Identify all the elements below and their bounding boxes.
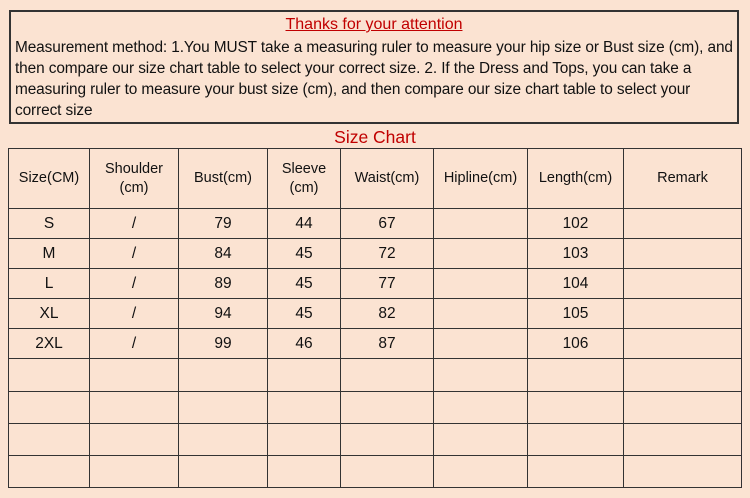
table-cell: 67 xyxy=(341,209,434,239)
table-row xyxy=(9,239,742,269)
header-length: Length(cm) xyxy=(528,149,624,209)
table-cell xyxy=(341,455,434,487)
table-cell xyxy=(434,423,528,455)
table-cell: 103 xyxy=(528,239,624,269)
table-cell: 72 xyxy=(341,239,434,269)
table-cell xyxy=(528,455,624,487)
table-cell xyxy=(624,239,742,269)
table-cell xyxy=(434,209,528,239)
table-cell xyxy=(434,329,528,359)
table-cell xyxy=(9,391,90,423)
table-cell xyxy=(268,423,341,455)
table-cell: / xyxy=(90,329,179,359)
size-chart-table xyxy=(8,148,742,488)
table-cell: 104 xyxy=(528,269,624,299)
table-cell: 105 xyxy=(528,299,624,329)
table-cell: / xyxy=(90,239,179,269)
table-row xyxy=(9,209,742,239)
table-cell xyxy=(624,359,742,391)
table-cell xyxy=(179,455,268,487)
table-cell: 77 xyxy=(341,269,434,299)
table-row xyxy=(9,423,742,455)
table-cell xyxy=(9,455,90,487)
table-cell: M xyxy=(9,239,90,269)
table-cell xyxy=(624,423,742,455)
header-bust: Bust(cm) xyxy=(179,149,268,209)
table-cell xyxy=(90,455,179,487)
table-header-row xyxy=(9,149,742,209)
table-cell xyxy=(624,209,742,239)
table-cell xyxy=(9,423,90,455)
table-cell: 99 xyxy=(179,329,268,359)
table-cell xyxy=(179,359,268,391)
table-cell xyxy=(624,455,742,487)
header-size: Size(CM) xyxy=(9,149,90,209)
table-cell xyxy=(434,239,528,269)
table-cell xyxy=(434,391,528,423)
table-cell: 87 xyxy=(341,329,434,359)
table-cell: 79 xyxy=(179,209,268,239)
header-shoulder: Shoulder (cm) xyxy=(90,149,179,209)
table-cell: 46 xyxy=(268,329,341,359)
table-cell: 45 xyxy=(268,269,341,299)
table-cell: / xyxy=(90,269,179,299)
notice-title: Thanks for your attention xyxy=(285,16,463,33)
table-body xyxy=(9,209,742,488)
table-cell xyxy=(341,423,434,455)
header-sleeve: Sleeve (cm) xyxy=(268,149,341,209)
table-cell xyxy=(624,299,742,329)
table-cell xyxy=(624,329,742,359)
table-row xyxy=(9,359,742,391)
table-cell xyxy=(179,391,268,423)
table-cell: S xyxy=(9,209,90,239)
table-cell xyxy=(179,423,268,455)
header-hipline: Hipline(cm) xyxy=(434,149,528,209)
table-cell xyxy=(268,455,341,487)
table-cell xyxy=(624,269,742,299)
table-cell xyxy=(434,269,528,299)
table-cell: 45 xyxy=(268,239,341,269)
table-row xyxy=(9,329,742,359)
table-cell: 106 xyxy=(528,329,624,359)
table-cell xyxy=(341,391,434,423)
header-remark: Remark xyxy=(624,149,742,209)
table-cell: 94 xyxy=(179,299,268,329)
table-row xyxy=(9,455,742,487)
table-cell xyxy=(90,423,179,455)
table-row xyxy=(9,299,742,329)
measurement-method-text: Measurement method: 1.You MUST take a measuring ruler to measure your hip size or Bust size (cm), and then compare our size chart table to select your correct size. 2. If the Dress and Tops, you can take a measuring ruler to measure your bust size (cm), and then compare our size chart table to select your correct size xyxy=(15,39,733,119)
table-cell xyxy=(268,391,341,423)
table-cell: / xyxy=(90,299,179,329)
table-row xyxy=(9,391,742,423)
table-row xyxy=(9,269,742,299)
table-cell: XL xyxy=(9,299,90,329)
table-cell: / xyxy=(90,209,179,239)
table-cell: 84 xyxy=(179,239,268,269)
table-cell: 44 xyxy=(268,209,341,239)
table-cell xyxy=(9,359,90,391)
table-cell: 2XL xyxy=(9,329,90,359)
table-cell xyxy=(90,359,179,391)
table-cell: L xyxy=(9,269,90,299)
table-cell xyxy=(528,359,624,391)
table-cell xyxy=(434,359,528,391)
table-cell: 82 xyxy=(341,299,434,329)
table-cell xyxy=(528,391,624,423)
table-cell: 45 xyxy=(268,299,341,329)
table-cell xyxy=(434,299,528,329)
table-cell xyxy=(90,391,179,423)
table-cell xyxy=(528,423,624,455)
table-cell: 89 xyxy=(179,269,268,299)
table-cell xyxy=(341,359,434,391)
table-cell xyxy=(268,359,341,391)
notice-box xyxy=(9,10,739,124)
table-cell xyxy=(624,391,742,423)
table-cell: 102 xyxy=(528,209,624,239)
header-waist: Waist(cm) xyxy=(341,149,434,209)
table-cell xyxy=(434,455,528,487)
size-chart-title: Size Chart xyxy=(334,127,416,147)
